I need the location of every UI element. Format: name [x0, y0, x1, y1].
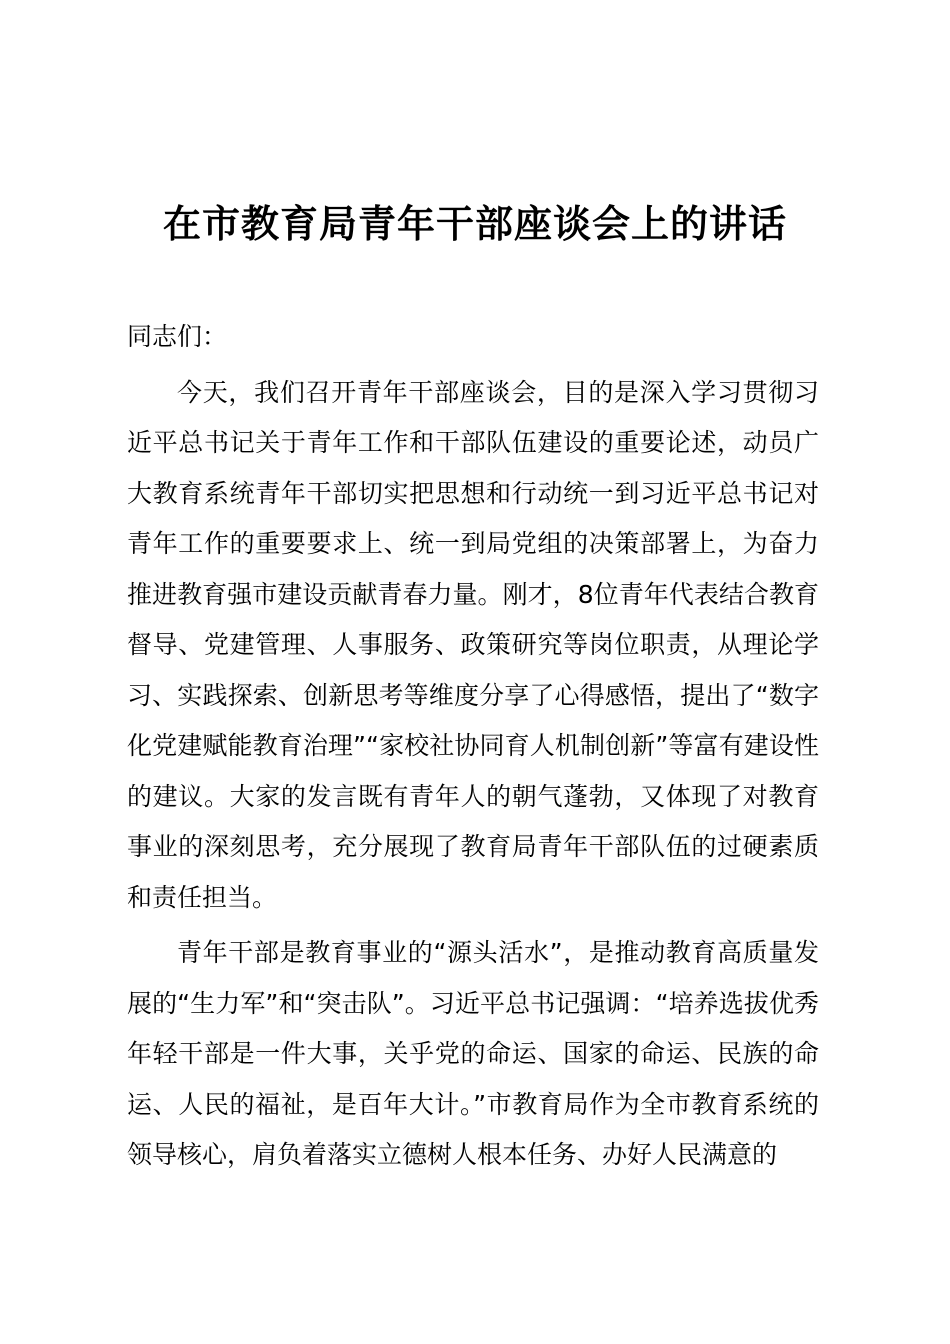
salutation: 同志们： [127, 322, 228, 351]
paragraph-2: 青年干部是教育事业的“源头活水”，是推动教育高质量发展的“生力军”和“突击队”。习近平总书记强调：“培养选拔优秀年轻干部是一件大事，关乎党的命运、国家的命运、民族的命运、人民的福祉，是百年大计。”市教育局作为全市教育系统的领导核心，肩负着落实立德树人根本任务、办好人民满意的 [127, 938, 819, 1169]
document-title: 在市教育局青年干部座谈会上的讲话 [162, 201, 787, 246]
paragraph-1: 今天，我们召开青年干部座谈会，目的是深入学习贯彻习近平总书记关于青年工作和干部队伍建设的重要论述，动员广大教育系统青年干部切实把思想和行动统一到习近平总书记对青年工作的重要要求上、统一到局党组的决策部署上，为奋力推进教育强市建设贡献青春力量。刚才，8位青年代表结合教育督导、党建管理、人事服务、政策研究等岗位职责，从理论学习、实践探索、创新思考等维度分享了心得感悟，提出了“数字化党建赋能教育治理”“家校社协同育人机制创新”等富有建设性的建议。大家的发言既有青年人的朝气蓬勃，又体现了对教育事业的深刻思考，充分展现了教育局青年干部队伍的过硬素质和责任担当。 [127, 377, 819, 912]
document-body [127, 312, 819, 1186]
